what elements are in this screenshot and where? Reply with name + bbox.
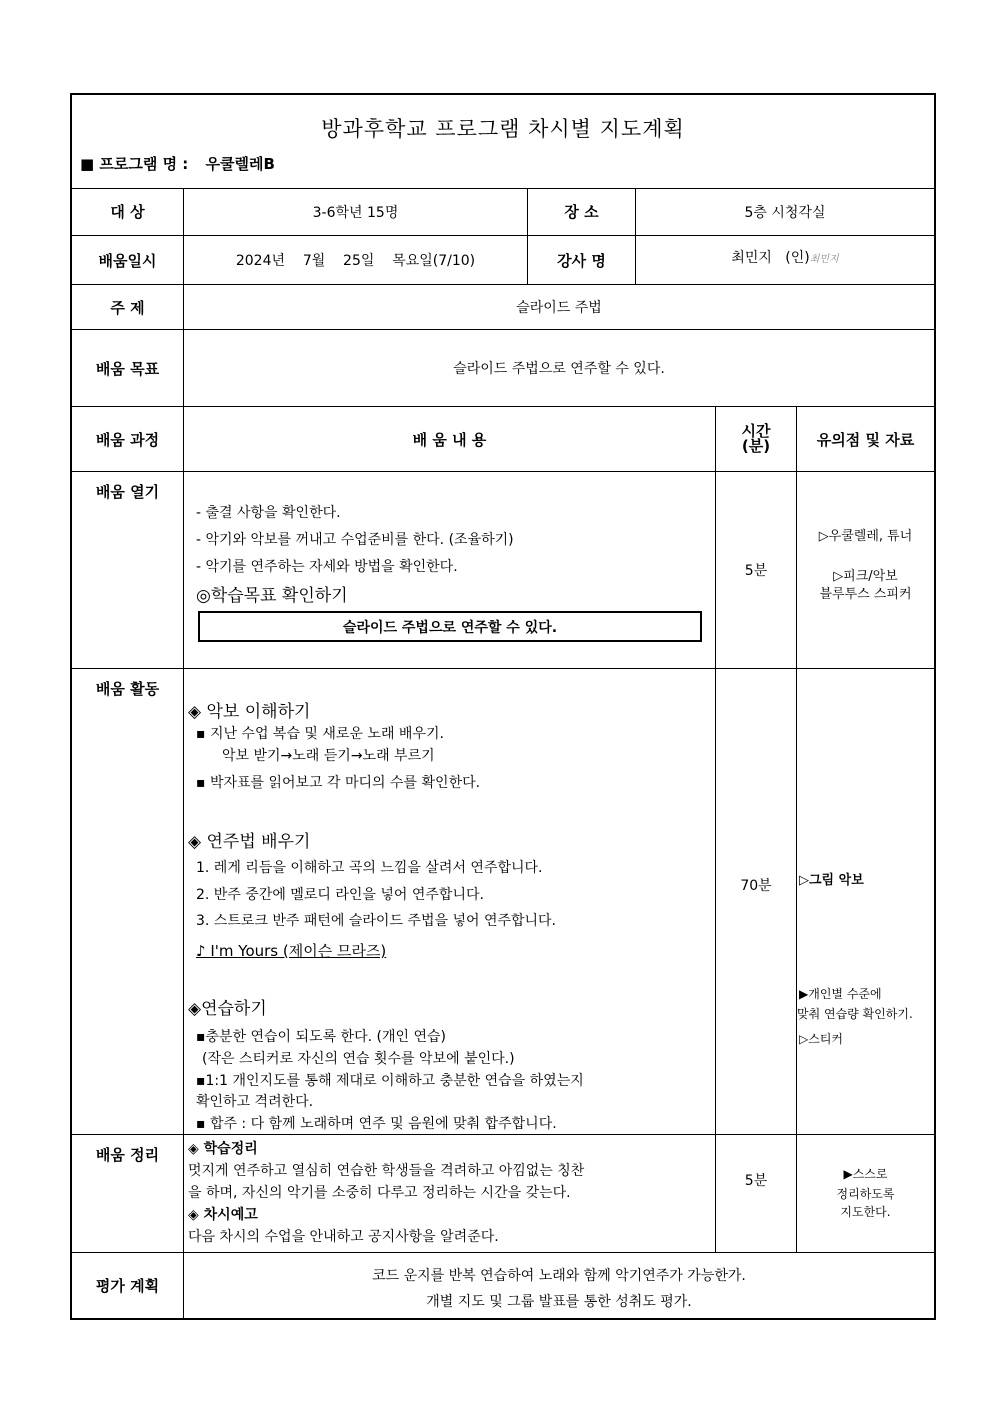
note-item: ▷그림 악보 — [799, 873, 864, 888]
page-title: 방과후학교 프로그램 차시별 지도계획 — [321, 117, 685, 141]
evaluation-label: 평가 계획 — [95, 1277, 160, 1295]
note-item: ▶스스로 — [843, 1167, 888, 1181]
header-content: 배 움 내 용 — [412, 430, 487, 449]
divider — [72, 471, 934, 472]
evaluation-line: 코드 운지를 반복 연습하여 노래와 함께 악기연주가 가능한가. — [372, 1268, 746, 1284]
note-item: ▷우쿨렐레, 튜너 — [818, 529, 913, 544]
note-item: ▷피크/악보 — [833, 569, 898, 584]
activity-time: 70분 — [740, 878, 772, 894]
date-value: 2024년 7월 25일 목요일(7/10) — [235, 253, 476, 269]
topic-value: 슬라이드 주법 — [516, 300, 602, 316]
section-heading: ◈ 연주법 배우기 — [188, 832, 311, 852]
closing-time: 5분 — [744, 1173, 768, 1189]
header-notes: 유의점 및 자료 — [816, 430, 915, 449]
section-heading: ◈ 악보 이해하기 — [188, 702, 311, 722]
list-item: ▪충분한 연습이 되도록 한다. (개인 연습) — [196, 1029, 446, 1045]
list-item: (작은 스티커로 자신의 연습 횟수를 악보에 붙인다.) — [202, 1051, 515, 1067]
closing-text: 멋지게 연주하고 열심히 연습한 학생들을 격려하고 아낌없는 칭찬 — [188, 1163, 585, 1179]
topic-label: 주 제 — [110, 298, 145, 317]
opening-time: 5분 — [744, 563, 768, 579]
target-value: 3-6학년 15명 — [312, 204, 399, 221]
program-name-line — [80, 153, 275, 174]
instructor-value: 최민지 (인) — [731, 250, 810, 266]
header-process: 배움 과정 — [95, 430, 160, 449]
list-item: ▪ 지난 수업 복습 및 새로운 노래 배우기. — [196, 726, 444, 742]
list-item: - 악기와 악보를 꺼내고 수업준비를 한다. (조율하기) — [196, 532, 514, 548]
list-item: 3. 스트로크 반주 패턴에 슬라이드 주법을 넣어 연주합니다. — [196, 913, 557, 929]
list-item: 1. 레게 리듬을 이해하고 곡의 느낌을 살려서 연주합니다. — [196, 860, 543, 876]
closing-text: 다음 차시의 수업을 안내하고 공지사항을 알려준다. — [188, 1229, 499, 1245]
opening-label: 배움 열기 — [95, 483, 160, 501]
divider — [72, 1252, 934, 1253]
target-label: 대 상 — [110, 203, 145, 221]
list-item: 악보 받기→노래 듣기→노래 부르기 — [222, 748, 435, 764]
song-title: ♪ I'm Yours (제이슨 므라즈) — [196, 942, 387, 960]
note-item: 정리하도록 — [836, 1187, 895, 1201]
place-value: 5층 시청각실 — [744, 204, 826, 221]
closing-text: 을 하며, 자신의 악기를 소중히 다루고 정리하는 시간을 갖는다. — [188, 1185, 571, 1201]
program-label: ■ 프로그램 명 : — [80, 155, 189, 173]
list-item: ▪ 합주 : 다 함께 노래하며 연주 및 음원에 맞춰 합주합니다. — [196, 1116, 557, 1132]
instructor-signature: 최민지 — [809, 253, 839, 265]
note-item: 블루투스 스피커 — [819, 587, 912, 602]
header-time-line1: 시간 — [741, 422, 771, 440]
instructor-value-cell — [636, 236, 934, 284]
place-label: 장 소 — [564, 203, 599, 221]
program-name: 우쿨렐레B — [205, 155, 275, 173]
note-item: 맞춰 연습량 확인하기. — [797, 1007, 913, 1021]
header-time-line2: (분) — [741, 437, 771, 455]
lesson-plan-document — [70, 93, 936, 1320]
closing-heading: ◈ 학습정리 — [188, 1141, 258, 1157]
goal-box: 슬라이드 주법으로 연주할 수 있다. — [198, 611, 702, 642]
list-item: - 출결 사항을 확인한다. — [196, 505, 341, 521]
list-item: 2. 반주 중간에 멜로디 라인을 넣어 연주합니다. — [196, 887, 484, 903]
preview-heading: ◈ 차시예고 — [188, 1207, 258, 1223]
note-item: ▶개인별 수준에 — [799, 987, 882, 1001]
divider — [72, 668, 934, 669]
header-time — [716, 407, 796, 471]
section-heading: ◈연습하기 — [188, 999, 267, 1019]
date-label: 배움일시 — [98, 251, 157, 270]
list-item: ▪1:1 개인지도를 통해 제대로 이해하고 충분한 연습을 하였는지 — [196, 1073, 584, 1089]
note-item: 지도한다. — [840, 1205, 891, 1219]
instructor-label: 강사 명 — [557, 251, 606, 270]
list-item: - 악기를 연주하는 자세와 방법을 확인한다. — [196, 559, 458, 575]
note-item: ▷스티커 — [799, 1032, 844, 1046]
evaluation-line: 개별 지도 및 그룹 발표를 통한 성취도 평가. — [426, 1294, 692, 1310]
goal-value: 슬라이드 주법으로 연주할 수 있다. — [453, 361, 665, 377]
goal-label: 배움 목표 — [95, 359, 160, 378]
list-item: 확인하고 격려한다. — [196, 1094, 314, 1110]
closing-label: 배움 정리 — [95, 1146, 160, 1164]
goal-heading: ◎학습목표 확인하기 — [196, 586, 348, 606]
divider — [72, 1134, 934, 1135]
list-item: ▪ 박자표를 읽어보고 각 마디의 수를 확인한다. — [196, 775, 481, 791]
activity-label: 배움 활동 — [95, 680, 160, 698]
